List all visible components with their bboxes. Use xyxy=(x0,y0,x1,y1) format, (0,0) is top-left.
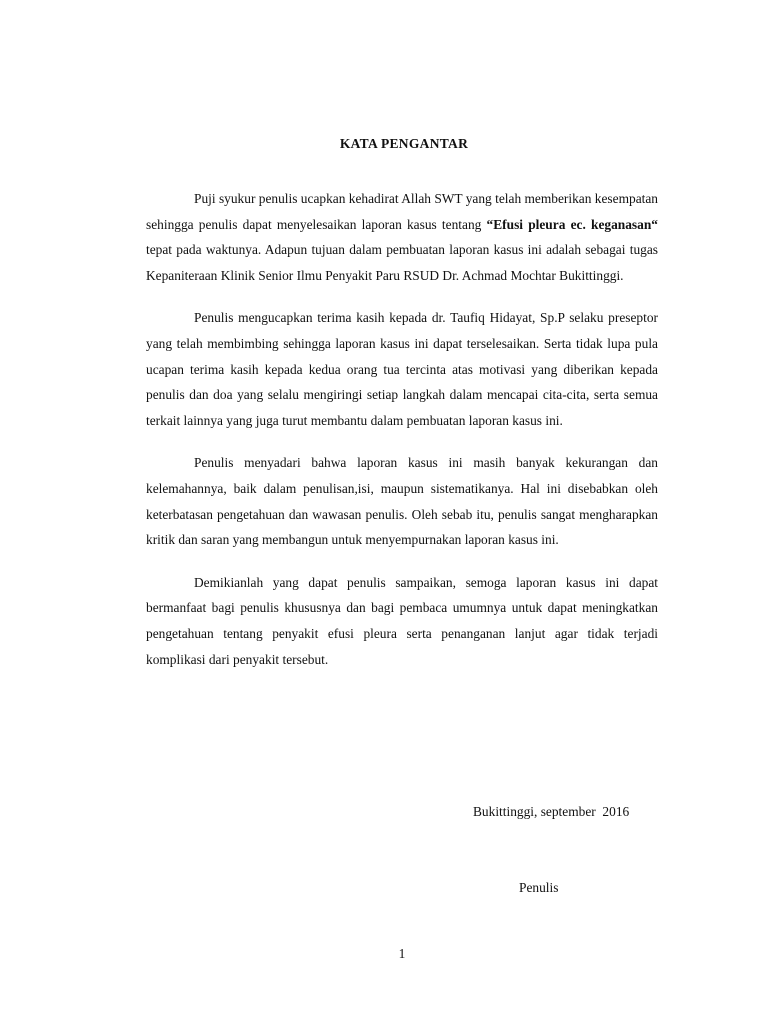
body-text xyxy=(146,186,658,689)
place-and-date: Bukittinggi, september 2016 xyxy=(473,804,630,819)
paragraph-1-text-start: Puji syukur penulis ucapkan kehadirat Allah SWT yang telah memberikan kesempatan sehingga penulis dapat menyelesaikan laporan kasus tentang xyxy=(146,191,658,232)
case-title-bold: “Efusi pleura ec. keganasan“ xyxy=(486,216,658,232)
paragraph-3: Penulis menyadari bahwa laporan kasus ini masih banyak kekurangan dan kelemahannya, baik dalam penulisan,isi, maupun sistematikanya. Hal ini disebabkan oleh keterbatasan pengetahuan dan wawasan penulis. Oleh sebab itu, penulis sangat mengharapkan kritik dan saran yang membangun untuk menyempurnakan laporan kasus ini. xyxy=(146,455,658,548)
paragraph-1 xyxy=(146,186,658,288)
paragraph-4: Demikianlah yang dapat penulis sampaikan, semoga laporan kasus ini dapat bermanfaat bagi penulis khususnya dan bagi pembaca umumnya untuk dapat meningkatkan pengetahuan tentang penyakit efusi pleura serta penanganan lanjut agar tidak terjadi komplikasi dari penyakit tersebut. xyxy=(146,574,658,667)
author-signature: Penulis xyxy=(519,880,559,895)
paragraph-2: Penulis mengucapkan terima kasih kepada dr. Taufiq Hidayat, Sp.P selaku preseptor yang telah membimbing sehingga laporan kasus ini dapat terselesaikan. Serta tidak lupa pula ucapan terima kasih kepada kedua orang tua tercinta atas motivasi yang diberikan kepada penulis dan doa yang selalu mengiringi setiap langkah dalam mencapai cita-cita, serta semua terkait lainnya yang juga turut membantu dalam pembuatan laporan kasus ini. xyxy=(146,310,658,428)
paragraph-1-text-end: tepat pada waktunya. Adapun tujuan dalam pembuatan laporan kasus ini adalah sebagai tugas Kepaniteraan Klinik Senior Ilmu Penyakit Paru RSUD Dr. Achmad Mochtar Bukittinggi. xyxy=(146,242,658,283)
page-title: KATA PENGANTAR xyxy=(339,136,469,151)
page-number: 1 xyxy=(398,946,406,961)
